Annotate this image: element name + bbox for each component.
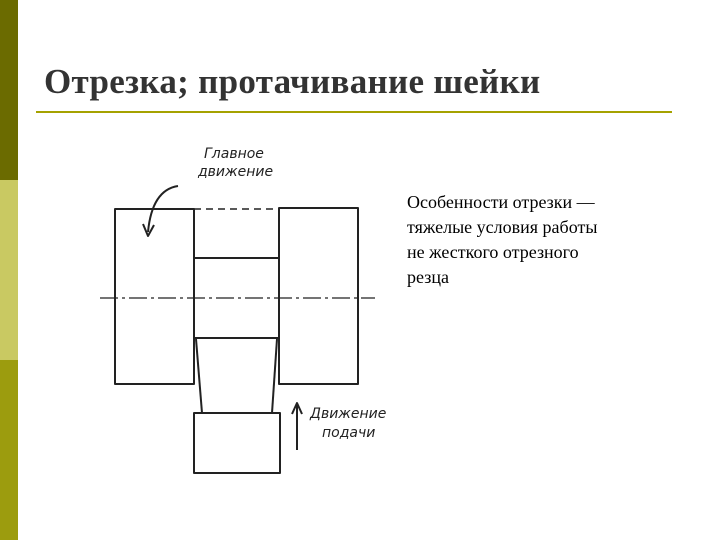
- up-arrow-icon: [292, 403, 302, 450]
- tool-shank: [194, 413, 280, 473]
- label-feed-motion-2: подачи: [322, 425, 376, 441]
- body-line: Особенности отрезки —: [407, 192, 595, 212]
- label-feed-motion-1: Движение: [310, 406, 387, 422]
- label-main-motion-2: движение: [198, 164, 274, 180]
- tool-right-edge: [272, 339, 277, 413]
- body-line: тяжелые условия работы: [407, 217, 598, 237]
- workpiece-right: [279, 208, 358, 384]
- tool-left-edge: [196, 339, 202, 413]
- workpiece-left: [115, 209, 194, 384]
- body-line: резца: [407, 267, 449, 287]
- curved-arrow-icon: [143, 186, 178, 236]
- body-line: не жесткого отрезного: [407, 242, 579, 262]
- label-main-motion-1: Главное: [204, 146, 264, 162]
- slide-title: Отрезка; протачивание шейки: [44, 62, 541, 101]
